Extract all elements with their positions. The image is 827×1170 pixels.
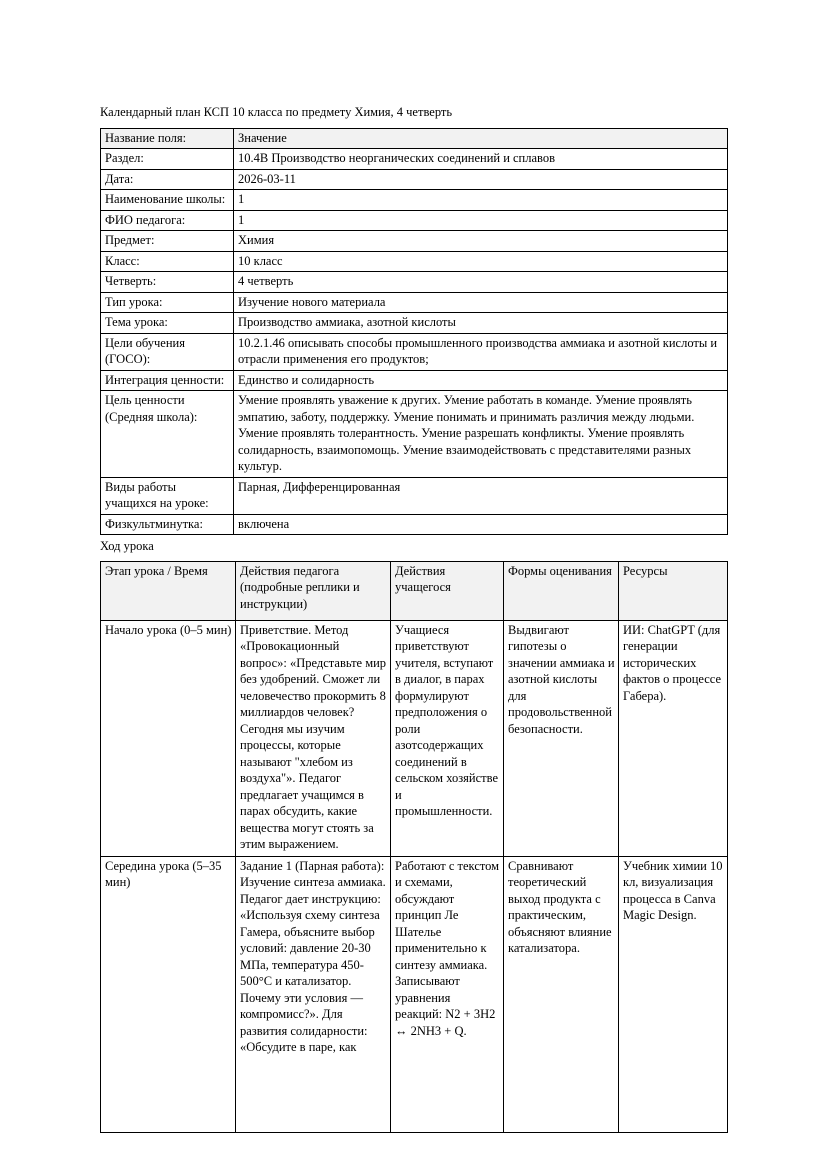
table-row: [101, 477, 728, 514]
table-row: [101, 169, 728, 190]
info-field-value: 10.4В Производство неорганических соединений и сплавов: [234, 149, 728, 170]
table-row: [101, 251, 728, 272]
info-field-value: Производство аммиака, азотной кислоты: [234, 313, 728, 334]
flow-cell-assessment: Выдвигают гипотезы о значении аммиака и азотной кислоты для продовольственной безопасности.: [504, 620, 619, 856]
table-row: [101, 149, 728, 170]
lesson-info-table: [100, 128, 728, 536]
flow-cell-student: Работают с текстом и схемами, обсуждают принцип Ле Шателье применительно к синтезу аммиака. Записывают уравнения реакций: N2 + 3H2 ↔ 2NH3 + Q.: [391, 856, 504, 1132]
info-field-label: Предмет:: [101, 231, 234, 252]
info-field-label: Интеграция ценности:: [101, 370, 234, 391]
flow-header-assessment: Формы оценивания: [504, 561, 619, 620]
table-row: [101, 272, 728, 293]
info-field-label: Класс:: [101, 251, 234, 272]
info-field-value: Химия: [234, 231, 728, 252]
info-field-value: Парная, Дифференцированная: [234, 477, 728, 514]
flow-cell-resources: ИИ: ChatGPT (для генерации исторических фактов о процессе Габера).: [619, 620, 728, 856]
table-row: [101, 190, 728, 211]
info-header-value: Значение: [234, 128, 728, 149]
info-field-label: Цель ценности (Средняя школа):: [101, 391, 234, 478]
table-row: [101, 210, 728, 231]
flow-cell-stage: Начало урока (0–5 мин): [101, 620, 236, 856]
info-field-label: Раздел:: [101, 149, 234, 170]
flow-header-stage: Этап урока / Время: [101, 561, 236, 620]
flow-header-teacher: Действия педагога (подробные реплики и инструкции): [236, 561, 391, 620]
lesson-flow-table: [100, 561, 728, 1133]
table-row: [101, 313, 728, 334]
info-field-value: Умение проявлять уважение к других. Умение работать в команде. Умение проявлять эмпатию, заботу, поддержку. Умение понимать и принимать различия между людьми. Умение проявлять толерантность. Умение разрешать конфликты. Умение проявлять солидарность, взаимопомощь. Умение взаимодействовать с представителями разных культур.: [234, 391, 728, 478]
flow-cell-student: Учащиеся приветствуют учителя, вступают в диалог, в парах формулируют предположения о роли азотсодержащих соединений в сельском хозяйстве и промышленности.: [391, 620, 504, 856]
info-field-label: Тема урока:: [101, 313, 234, 334]
flow-cell-stage: Середина урока (5–35 мин): [101, 856, 236, 1132]
info-field-value: 1: [234, 190, 728, 211]
info-header-field: Название поля:: [101, 128, 234, 149]
info-field-value: 10.2.1.46 описывать способы промышленного производства аммиака и азотной кислоты и отрасли применения его продуктов;: [234, 333, 728, 370]
info-field-value: 1: [234, 210, 728, 231]
table-row: [101, 231, 728, 252]
info-table-header-row: [101, 128, 728, 149]
info-field-label: Тип урока:: [101, 292, 234, 313]
info-field-label: Цели обучения (ГОСО):: [101, 333, 234, 370]
flow-cell-assessment: Сравнивают теоретический выход продукта с практическим, объясняют влияние катализатора.: [504, 856, 619, 1132]
table-row: [101, 370, 728, 391]
flow-header-student: Действия учащегося: [391, 561, 504, 620]
info-field-label: Четверть:: [101, 272, 234, 293]
table-row: [101, 292, 728, 313]
table-row: [101, 856, 728, 1132]
flow-table-header-row: [101, 561, 728, 620]
info-field-label: Физкультминутка:: [101, 514, 234, 535]
flow-header-resources: Ресурсы: [619, 561, 728, 620]
table-row: [101, 333, 728, 370]
info-field-value: 4 четверть: [234, 272, 728, 293]
lesson-flow-caption: Ход урока: [100, 539, 154, 554]
info-field-value: Изучение нового материала: [234, 292, 728, 313]
table-row: [101, 391, 728, 478]
info-field-value: включена: [234, 514, 728, 535]
info-field-value: 10 класс: [234, 251, 728, 272]
info-field-label: Дата:: [101, 169, 234, 190]
flow-cell-teacher: Приветствие. Метод «Провокационный вопрос»: «Представьте мир без удобрений. Сможет ли человечество прокормить 8 миллиардов человек? Сегодня мы изучим процессы, которые называют "хлебом из воздуха"». Педагог предлагает учащимся в парах обсудить, какие вещества могут стоять за этим выражением.: [236, 620, 391, 856]
table-row: [101, 514, 728, 535]
flow-cell-teacher: Задание 1 (Парная работа): Изучение синтеза аммиака. Педагог дает инструкцию: «Используя схему синтеза Гамера, объясните выбор условий: давление 20-30 МПа, температура 450-500°C и катализатор. Почему эти условия — компромисс?». Для развития солидарности: «Обсудите в паре, как: [236, 856, 391, 1132]
info-field-value: Единство и солидарность: [234, 370, 728, 391]
flow-table-body: [101, 561, 728, 1132]
info-table-body: [101, 128, 728, 535]
page-title: Календарный план КСП 10 класса по предмету Химия, 4 четверть: [100, 105, 453, 119]
info-field-label: Виды работы учащихся на уроке:: [101, 477, 234, 514]
info-field-label: ФИО педагога:: [101, 210, 234, 231]
info-field-label: Наименование школы:: [101, 190, 234, 211]
table-row: [101, 620, 728, 856]
info-field-value: 2026-03-11: [234, 169, 728, 190]
flow-cell-resources: Учебник химии 10 кл, визуализация процесса в Canva Magic Design.: [619, 856, 728, 1132]
